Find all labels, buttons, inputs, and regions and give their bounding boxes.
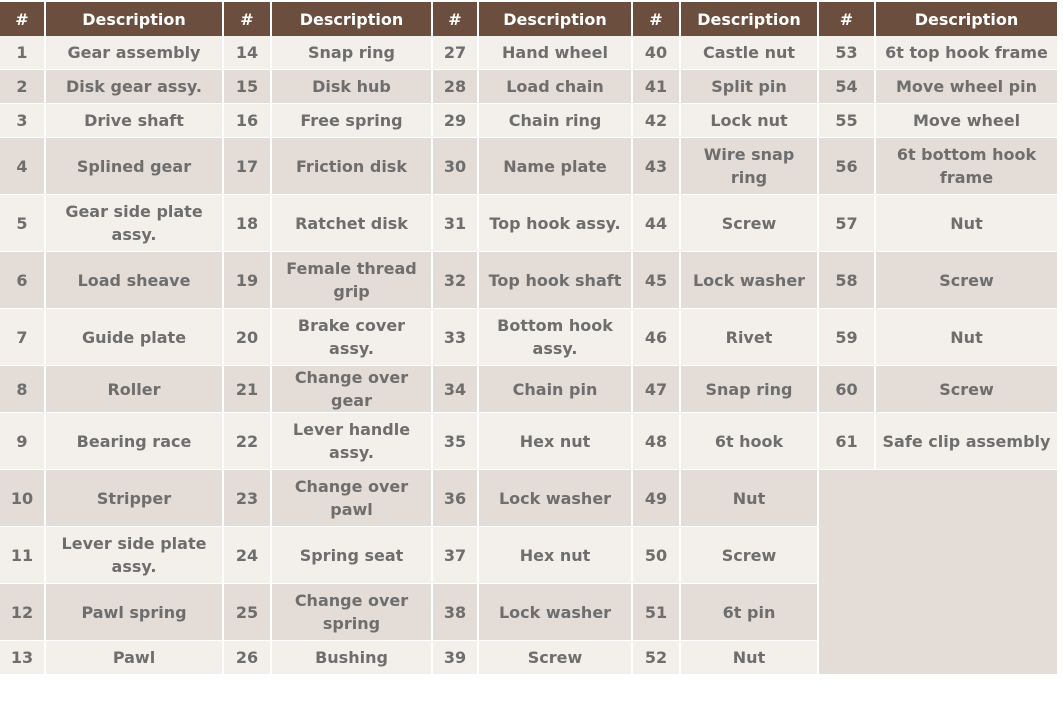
part-number: 29 bbox=[433, 104, 477, 138]
part-number: 26 bbox=[224, 641, 270, 675]
part-description: Screw bbox=[681, 195, 817, 252]
part-number: 2 bbox=[0, 70, 44, 104]
part-number: 61 bbox=[819, 413, 874, 470]
part-description: Free spring bbox=[272, 104, 431, 138]
part-description: Safe clip assembly bbox=[876, 413, 1057, 470]
part-description: Screw bbox=[681, 527, 817, 584]
part-description: Pawl spring bbox=[46, 584, 222, 641]
part-number: 19 bbox=[224, 252, 270, 309]
part-number: 15 bbox=[224, 70, 270, 104]
part-description: Female thread grip bbox=[272, 252, 431, 309]
part-number: 46 bbox=[633, 309, 679, 366]
part-number: 18 bbox=[224, 195, 270, 252]
part-number: 60 bbox=[819, 366, 874, 413]
part-description: Screw bbox=[876, 366, 1057, 413]
part-number: 51 bbox=[633, 584, 679, 641]
part-description: Spring seat bbox=[272, 527, 431, 584]
part-description: Split pin bbox=[681, 70, 817, 104]
part-description: Hex nut bbox=[479, 413, 631, 470]
part-description: Lock washer bbox=[681, 252, 817, 309]
part-number: 1 bbox=[0, 36, 44, 70]
part-number: 17 bbox=[224, 138, 270, 195]
table-row bbox=[0, 413, 1057, 470]
table-row bbox=[0, 366, 1057, 413]
part-number: 9 bbox=[0, 413, 44, 470]
part-number: 30 bbox=[433, 138, 477, 195]
part-description: Change over gear bbox=[272, 366, 431, 413]
part-description: 6t bottom hook frame bbox=[876, 138, 1057, 195]
part-number: 49 bbox=[633, 470, 679, 527]
header-number: # bbox=[224, 2, 270, 36]
part-description: Name plate bbox=[479, 138, 631, 195]
part-description: Lock washer bbox=[479, 584, 631, 641]
part-number: 42 bbox=[633, 104, 679, 138]
part-number: 24 bbox=[224, 527, 270, 584]
part-description: Pawl bbox=[46, 641, 222, 675]
part-number: 11 bbox=[0, 527, 44, 584]
part-number: 25 bbox=[224, 584, 270, 641]
part-number: 43 bbox=[633, 138, 679, 195]
part-description: Nut bbox=[876, 309, 1057, 366]
part-description: Lock nut bbox=[681, 104, 817, 138]
part-number: 28 bbox=[433, 70, 477, 104]
part-description: Friction disk bbox=[272, 138, 431, 195]
part-number: 33 bbox=[433, 309, 477, 366]
part-description: Lever handle assy. bbox=[272, 413, 431, 470]
part-description: Disk gear assy. bbox=[46, 70, 222, 104]
part-description: Top hook assy. bbox=[479, 195, 631, 252]
header-description: Description bbox=[272, 2, 431, 36]
part-description: Lock washer bbox=[479, 470, 631, 527]
part-description: Chain pin bbox=[479, 366, 631, 413]
header-description: Description bbox=[46, 2, 222, 36]
part-number: 47 bbox=[633, 366, 679, 413]
part-number: 58 bbox=[819, 252, 874, 309]
part-description: Wire snap ring bbox=[681, 138, 817, 195]
table-row bbox=[0, 70, 1057, 104]
part-number: 27 bbox=[433, 36, 477, 70]
part-number: 5 bbox=[0, 195, 44, 252]
part-number: 38 bbox=[433, 584, 477, 641]
part-description: Gear side plate assy. bbox=[46, 195, 222, 252]
part-description: Drive shaft bbox=[46, 104, 222, 138]
part-description: Top hook shaft bbox=[479, 252, 631, 309]
part-description: Screw bbox=[479, 641, 631, 675]
part-description: 6t hook bbox=[681, 413, 817, 470]
part-number: 8 bbox=[0, 366, 44, 413]
part-description: Chain ring bbox=[479, 104, 631, 138]
part-number: 52 bbox=[633, 641, 679, 675]
part-description: Castle nut bbox=[681, 36, 817, 70]
part-number: 13 bbox=[0, 641, 44, 675]
part-description: Disk hub bbox=[272, 70, 431, 104]
part-number: 16 bbox=[224, 104, 270, 138]
part-number: 21 bbox=[224, 366, 270, 413]
part-number: 50 bbox=[633, 527, 679, 584]
part-number: 40 bbox=[633, 36, 679, 70]
part-number: 59 bbox=[819, 309, 874, 366]
part-number: 57 bbox=[819, 195, 874, 252]
part-description: Screw bbox=[876, 252, 1057, 309]
part-number: 34 bbox=[433, 366, 477, 413]
part-number: 35 bbox=[433, 413, 477, 470]
part-description: Roller bbox=[46, 366, 222, 413]
part-description: 6t pin bbox=[681, 584, 817, 641]
part-number: 48 bbox=[633, 413, 679, 470]
part-number: 7 bbox=[0, 309, 44, 366]
part-description: Splined gear bbox=[46, 138, 222, 195]
header-number: # bbox=[819, 2, 874, 36]
part-description: Stripper bbox=[46, 470, 222, 527]
part-number: 10 bbox=[0, 470, 44, 527]
part-number: 45 bbox=[633, 252, 679, 309]
part-description: Load sheave bbox=[46, 252, 222, 309]
part-description: Snap ring bbox=[272, 36, 431, 70]
part-number: 53 bbox=[819, 36, 874, 70]
part-description: Change over pawl bbox=[272, 470, 431, 527]
header-description: Description bbox=[479, 2, 631, 36]
table-row bbox=[0, 309, 1057, 366]
part-number: 31 bbox=[433, 195, 477, 252]
part-number: 3 bbox=[0, 104, 44, 138]
header-number: # bbox=[633, 2, 679, 36]
part-description: Move wheel bbox=[876, 104, 1057, 138]
part-number: 4 bbox=[0, 138, 44, 195]
table-row bbox=[0, 195, 1057, 252]
part-description: Nut bbox=[876, 195, 1057, 252]
header-row bbox=[0, 2, 1057, 36]
part-number: 37 bbox=[433, 527, 477, 584]
part-description: Guide plate bbox=[46, 309, 222, 366]
part-number: 6 bbox=[0, 252, 44, 309]
table-row bbox=[0, 252, 1057, 309]
part-description: Ratchet disk bbox=[272, 195, 431, 252]
parts-table bbox=[0, 2, 1059, 675]
part-description: Gear assembly bbox=[46, 36, 222, 70]
part-description: Move wheel pin bbox=[876, 70, 1057, 104]
part-description: Nut bbox=[681, 470, 817, 527]
part-number: 20 bbox=[224, 309, 270, 366]
part-description: Lever side plate assy. bbox=[46, 527, 222, 584]
part-description: Snap ring bbox=[681, 366, 817, 413]
part-number: 36 bbox=[433, 470, 477, 527]
part-description: Hex nut bbox=[479, 527, 631, 584]
header-description: Description bbox=[681, 2, 817, 36]
part-description: Bottom hook assy. bbox=[479, 309, 631, 366]
part-description: Bushing bbox=[272, 641, 431, 675]
part-description: Nut bbox=[681, 641, 817, 675]
part-number: 12 bbox=[0, 584, 44, 641]
part-number: 23 bbox=[224, 470, 270, 527]
part-number: 54 bbox=[819, 70, 874, 104]
part-number: 39 bbox=[433, 641, 477, 675]
part-description: Change over spring bbox=[272, 584, 431, 641]
part-description: Load chain bbox=[479, 70, 631, 104]
empty-cell bbox=[819, 470, 1057, 675]
part-description: 6t top hook frame bbox=[876, 36, 1057, 70]
table-row bbox=[0, 104, 1057, 138]
part-number: 41 bbox=[633, 70, 679, 104]
part-number: 14 bbox=[224, 36, 270, 70]
header-description: Description bbox=[876, 2, 1057, 36]
part-description: Hand wheel bbox=[479, 36, 631, 70]
table-row bbox=[0, 138, 1057, 195]
part-description: Rivet bbox=[681, 309, 817, 366]
part-number: 55 bbox=[819, 104, 874, 138]
header-number: # bbox=[433, 2, 477, 36]
part-description: Brake cover assy. bbox=[272, 309, 431, 366]
table-row bbox=[0, 36, 1057, 70]
header-number: # bbox=[0, 2, 44, 36]
part-number: 56 bbox=[819, 138, 874, 195]
part-description: Bearing race bbox=[46, 413, 222, 470]
part-number: 32 bbox=[433, 252, 477, 309]
part-number: 44 bbox=[633, 195, 679, 252]
table-row bbox=[0, 470, 1057, 527]
part-number: 22 bbox=[224, 413, 270, 470]
